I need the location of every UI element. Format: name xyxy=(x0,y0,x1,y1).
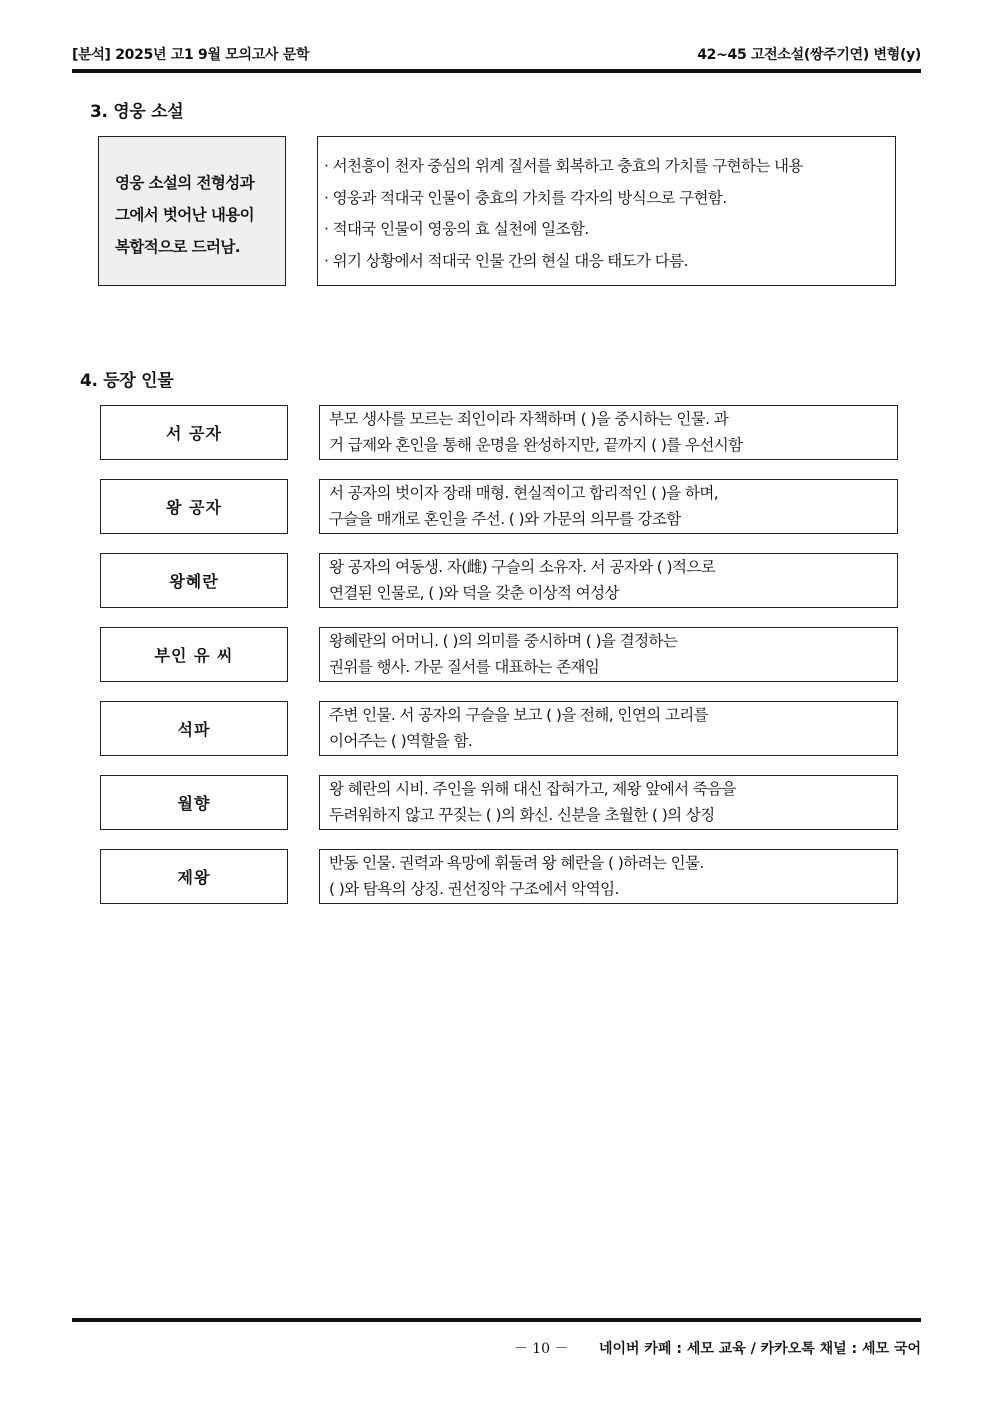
description-line: 권위를 행사. 가문 질서를 대표하는 존재임 xyxy=(329,657,600,676)
character-name: 제왕 xyxy=(100,849,288,904)
character-name: 왕 공자 xyxy=(100,479,288,534)
point-item: · 영웅과 적대국 인물이 충효의 가치를 각자의 방식으로 구현함. xyxy=(324,188,727,207)
section-3-title: 3. 영웅 소설 xyxy=(90,102,184,122)
character-row xyxy=(100,405,898,460)
description-line: 구슬을 매개로 혼인을 주선. ( )와 가문의 의무를 강조함 xyxy=(329,509,681,528)
footer-channel-text: 네이버 카페 : 세모 교육 / 카카오톡 채널 : 세모 국어 xyxy=(598,1341,921,1357)
point-item: · 위기 상황에서 적대국 인물 간의 현실 대응 태도가 다름. xyxy=(324,251,688,270)
character-row xyxy=(100,479,898,534)
description-line: 왕혜란의 어머니. ( )의 의미를 중시하며 ( )을 결정하는 xyxy=(329,632,678,650)
point-item: · 적대국 인물이 영웅의 효 실천에 일조함. xyxy=(324,220,589,238)
description-line: 왕 혜란의 시비. 주인을 위해 대신 잡혀가고, 제왕 앞에서 죽음을 xyxy=(329,780,736,798)
header-left-title: [분석] 2025년 고1 9월 모의고사 문학 xyxy=(72,47,310,63)
summary-box xyxy=(98,136,286,286)
character-name: 왕혜란 xyxy=(100,553,288,608)
section-4-title: 4. 등장 인물 xyxy=(80,371,174,391)
summary-line: 그에서 벗어난 내용이 xyxy=(115,206,254,224)
character-name: 월향 xyxy=(100,775,288,830)
description-line: 부모 생사를 모르는 죄인이라 자책하며 ( )을 중시하는 인물. 과 xyxy=(329,410,729,428)
description-line: 서 공자의 벗이자 장래 매형. 현실적이고 합리적인 ( )을 하며, xyxy=(329,484,719,502)
character-description xyxy=(319,849,898,904)
character-name: 석파 xyxy=(100,701,288,756)
description-line: 이어주는 ( )역할을 함. xyxy=(329,731,473,750)
description-line: 주변 인물. 서 공자의 구슬을 보고 ( )을 전해, 인연의 고리를 xyxy=(329,706,709,724)
character-description xyxy=(319,627,898,682)
header-right-title: 42~45 고전소설(쌍주기연) 변형(y) xyxy=(697,47,921,63)
character-description xyxy=(319,479,898,534)
point-item: · 서천흥이 천자 중심의 위계 질서를 회복하고 충효의 가치를 구현하는 내용 xyxy=(324,157,803,175)
description-line: 거 급제와 혼인을 통해 운명을 완성하지만, 끝까지 ( )를 우선시함 xyxy=(329,435,743,454)
description-line: ( )와 탐욕의 상징. 권선징악 구조에서 악역임. xyxy=(329,879,619,898)
description-line: 반동 인물. 권력과 욕망에 휘둘려 왕 혜란을 ( )하려는 인물. xyxy=(329,854,704,872)
page-footer xyxy=(514,1338,921,1358)
character-name: 서 공자 xyxy=(100,405,288,460)
points-box xyxy=(317,136,896,286)
summary-line: 영웅 소설의 전형성과 xyxy=(115,174,254,192)
character-description xyxy=(319,405,898,460)
character-description xyxy=(319,553,898,608)
character-description xyxy=(319,701,898,756)
character-name: 부인 유 씨 xyxy=(100,627,288,682)
page-header xyxy=(72,44,921,66)
summary-line: 복합적으로 드러남. xyxy=(115,238,241,256)
character-row xyxy=(100,775,898,830)
header-rule xyxy=(72,69,921,73)
page-number: － 10 － xyxy=(513,1341,569,1357)
character-description xyxy=(319,775,898,830)
footer-rule xyxy=(72,1318,921,1322)
character-row xyxy=(100,849,898,904)
character-row xyxy=(100,553,898,608)
character-row xyxy=(100,701,898,756)
description-line: 왕 공자의 여동생. 자(雌) 구슬의 소유자. 서 공자와 ( )적으로 xyxy=(329,558,716,576)
description-line: 연결된 인물로, ( )와 덕을 갖춘 이상적 여성상 xyxy=(329,583,619,602)
character-row xyxy=(100,627,898,682)
description-line: 두려워하지 않고 꾸짖는 ( )의 화신. 신분을 초월한 ( )의 상징 xyxy=(329,805,715,824)
